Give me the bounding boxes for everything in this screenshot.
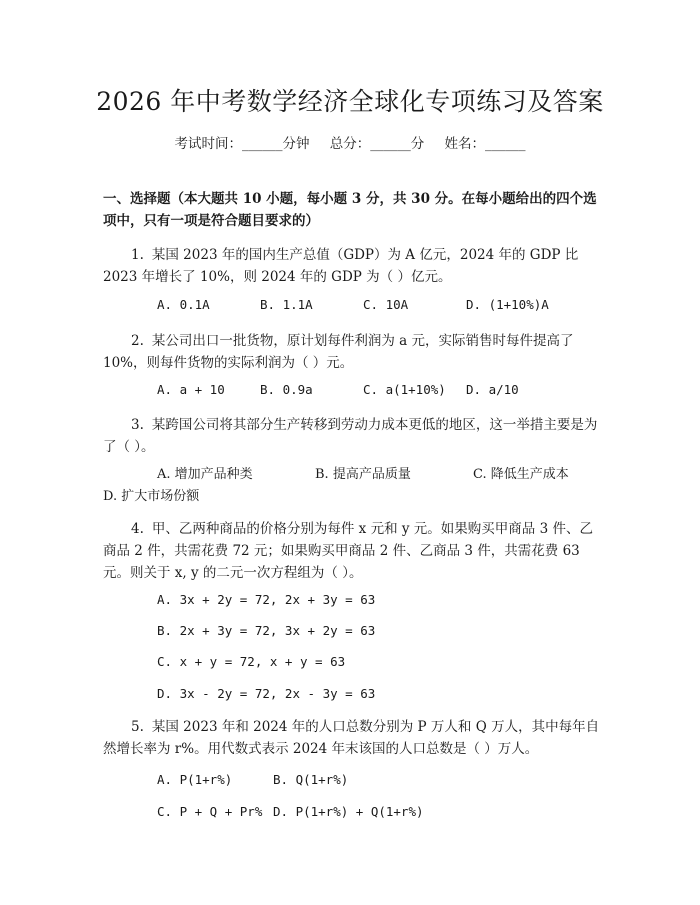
option-a: A. P(1+r%) xyxy=(157,772,233,787)
option-d: D. a/10 xyxy=(466,382,519,397)
exam-time-label: 考试时间：______分钟 xyxy=(174,136,310,152)
question-3 xyxy=(103,414,603,458)
option-d: D. 3x - 2y = 72, 2x - 3y = 63 xyxy=(157,686,376,701)
option-c: C. a(1+10%) xyxy=(363,382,446,397)
question-1 xyxy=(103,244,603,288)
option-a: A. 3x + 2y = 72, 2x + 3y = 63 xyxy=(157,592,376,607)
total-score-label: 总分：______分 xyxy=(329,136,425,152)
question-text: 某国 2023 年和 2024 年的人口总数分别为 P 万人和 Q 万人，其中每年自然增长率为 r%。用代数式表示 2024 年末该国的人口总数是（ ）万人。 xyxy=(103,719,600,757)
option-d: D. P(1+r%) + Q(1+r%) xyxy=(273,804,424,819)
question-number: 5. xyxy=(131,719,144,735)
option-b: B. 0.9a xyxy=(260,382,313,397)
option-b: B. 1.1A xyxy=(260,297,313,312)
question-text: 某跨国公司将其部分生产转移到劳动力成本更低的地区，这一举措主要是为了（ ）。 xyxy=(103,417,598,455)
question-number: 2. xyxy=(131,333,144,349)
page-title: 2026 年中考数学经济全球化专项练习及答案 xyxy=(96,87,604,116)
question-5 xyxy=(103,716,603,760)
question-4 xyxy=(103,518,603,584)
question-text: 甲、乙两种商品的价格分别为每件 x 元和 y 元。如果购买甲商品 3 件、乙商品 2 件，共需花费 72 元；如果购买甲商品 2 件、乙商品 3 件，共需花费 63 元。则关于 x, y 的二元一次方程组为（ ）。 xyxy=(103,521,593,581)
question-2 xyxy=(103,330,603,374)
exam-info-line xyxy=(0,132,700,152)
option-b: B. 提高产品质量 xyxy=(315,467,411,482)
option-d: D. (1+10%)A xyxy=(466,297,549,312)
question-number: 3. xyxy=(131,417,144,433)
section-heading: 一、选择题（本大题共 10 小题，每小题 3 分，共 30 分。在每小题给出的四个选项中，只有一项是符合题目要求的） xyxy=(103,191,597,229)
option-a: A. 0.1A xyxy=(157,297,210,312)
option-c: C. 降低生产成本 xyxy=(473,467,569,482)
question-text: 某公司出口一批货物，原计划每件利润为 a 元，实际销售时每件提高了 10%，则每件货物的实际利润为（ ）元。 xyxy=(103,333,574,371)
student-name-label: 姓名：______ xyxy=(444,136,526,152)
question-1-options xyxy=(157,295,549,315)
option-b: B. 2x + 3y = 72, 3x + 2y = 63 xyxy=(157,623,376,638)
question-5-options-row-2 xyxy=(157,802,424,822)
option-d: D. 扩大市场份额 xyxy=(103,489,200,504)
question-number: 4. xyxy=(131,521,144,537)
option-c: C. x + y = 72, x + y = 63 xyxy=(157,654,346,669)
option-b: B. Q(1+r%) xyxy=(273,772,349,787)
option-c: C. P + Q + Pr% xyxy=(157,804,263,819)
question-number: 1. xyxy=(131,247,144,263)
option-a: A. a + 10 xyxy=(157,382,225,397)
question-5-options-row-1 xyxy=(157,770,348,790)
option-c: C. 10A xyxy=(363,297,409,312)
question-text: 某国 2023 年的国内生产总值（GDP）为 A 亿元，2024 年的 GDP 比 2023 年增长了 10%，则 2024 年的 GDP 为（ ）亿元。 xyxy=(103,247,579,285)
option-a: A. 增加产品种类 xyxy=(157,467,253,482)
question-3-options xyxy=(103,464,603,508)
question-2-options xyxy=(157,380,519,400)
